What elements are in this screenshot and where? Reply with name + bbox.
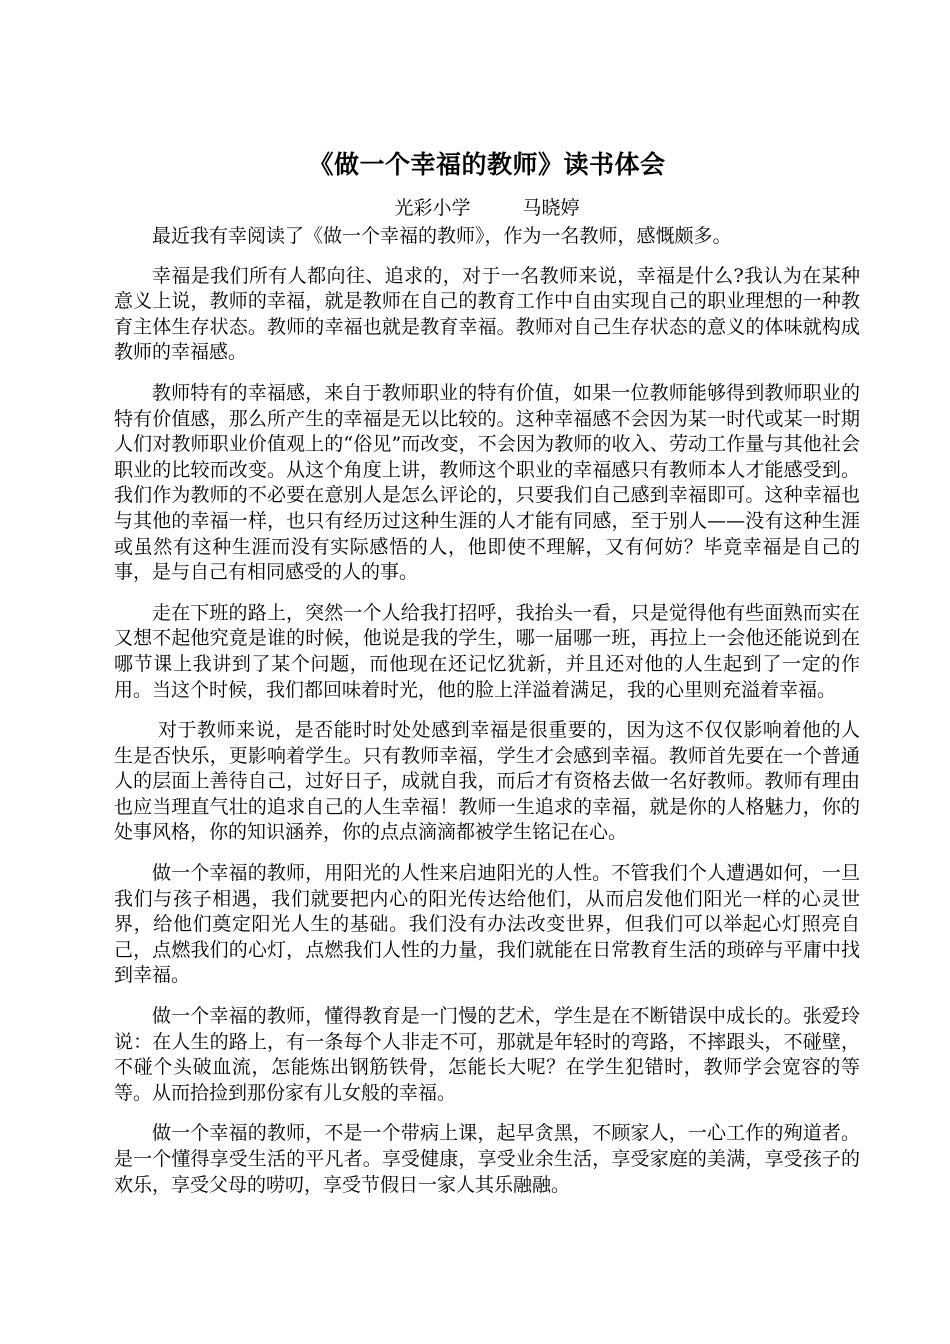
author-name: 马晓婷: [522, 197, 580, 219]
paragraph-slow-art: 做一个幸福的教师，懂得教育是一门慢的艺术，学生是在不断错误中成长的。张爱玲说：在人生的路上，有一条每个人非走不可，那就是年轻时的弯路，不摔跟头，不碰壁，不碰个头破血流，怎能炼出钢筋铁骨，怎能长大呢？在学生犯错时，教师学会宽容的等等。从而拾捡到那份家有儿女般的幸福。: [114, 1005, 860, 1104]
paragraph-teacher-happiness: 对于教师来说，是否能时时处处感到幸福是很重要的，因为这不仅仅影响着他的人生是否快乐，更影响着学生。只有教师幸福，学生才会感到幸福。教师首先要在一个普通人的层面上善待自己，过好日子，成就自我，而后才有资格去做一名好教师。教师有理由也应当理直气壮的追求自己的人生幸福！教师一生追求的幸福，就是你的人格魅力，你的处事风格，你的知识涵养，你的点点滴滴都被学生铭记在心。: [114, 719, 860, 844]
document-title: 《做一个幸福的教师》读书体会: [308, 150, 666, 179]
paragraph-former-student: 走在下班的路上，突然一个人给我打招呼，我抬头一看，只是觉得他有些面熟而实在又想不起他究竟是谁的时候，他说是我的学生，哪一届哪一班，再拉上一会他还能说到在哪节课上我讲到了某个问题，而他现在还记忆犹新，并且还对他的人生起到了一定的作用。当这个时候，我们都回味着时光，他的脸上洋溢着满足，我的心里则充溢着幸福。: [114, 601, 860, 701]
author-line: [114, 194, 860, 222]
paragraph-teacher-value: 教师特有的幸福感，来自于教师职业的特有价值，如果一位教师能够得到教师职业的特有价值感，那么所产生的幸福是无以比较的。这种幸福感不会因为某一时代或某一时期人们对教师职业价值观上的“俗见”而改变，不会因为教师的收入、劳动工作量与其他社会职业的比较而改变。从这个角度上讲，教师这个职业的幸福感只有教师本人才能感受到。我们作为教师的不必要在意别人是怎么评论的，只要我们自己感到幸福即可。这种幸福也与其他的幸福一样，也只有经历过这种生涯的人才能有同感，至于别人——没有这种生涯或虽然有这种生涯而没有实际感悟的人，他即使不理解，又有何妨？毕竟幸福是自己的事，是与自己有相同感受的人的事。: [114, 381, 860, 584]
school-name: 光彩小学: [394, 197, 471, 219]
paragraph-sunshine: 做一个幸福的教师，用阳光的人性来启迪阳光的人性。不管我们个人遭遇如何，一旦我们与孩子相遇，我们就要把内心的阳光传达给他们，从而启发他们阳光一样的心灵世界，给他们奠定阳光人生的基础。我们没有办法改变世界，但我们可以举起心灯照亮自己，点燃我们的心灯，点燃我们人性的力量，我们就能在日常教育生活的琐碎与平庸中找到幸福。: [114, 862, 860, 987]
paragraph-enjoy-life: 做一个幸福的教师，不是一个带病上课，起早贪黑，不顾家人，一心工作的殉道者。是一个懂得享受生活的平凡者。享受健康，享受业余生活，享受家庭的美满，享受孩子的欢乐，享受父母的唠叨，享受节假日一家人其乐融融。: [114, 1122, 860, 1196]
paragraph-happiness-definition: 幸福是我们所有人都向往、追求的，对于一名教师来说，幸福是什么?我认为在某种意义上说，教师的幸福，就是教师在自己的教育工作中自由实现自己的职业理想的一种教育主体生存状态。教师的幸福也就是教育幸福。教师对自己生存状态的意义的体味就构成教师的幸福感。: [114, 264, 860, 364]
document-page: [114, 148, 860, 1213]
paragraph-intro: 最近我有幸阅读了《做一个幸福的教师》，作为一名教师，感慨颇多。: [152, 225, 732, 247]
